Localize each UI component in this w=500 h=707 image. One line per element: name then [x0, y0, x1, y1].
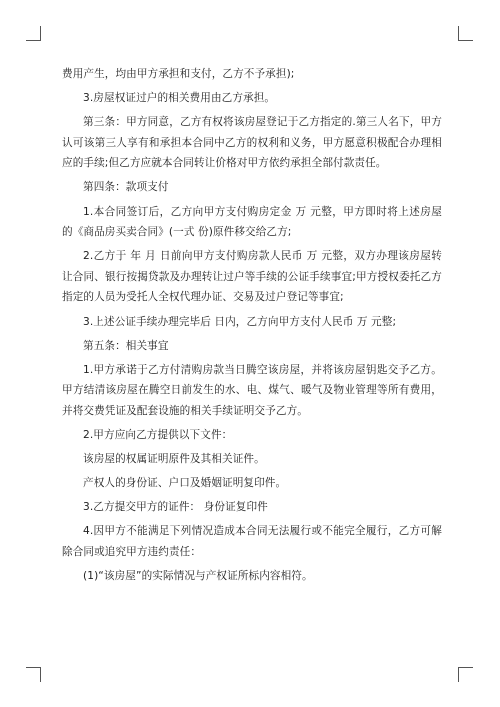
crop-mark-bottom-right	[458, 667, 473, 682]
section-heading: 第五条：相关事宜	[83, 339, 169, 352]
paragraph: 4.因甲方不能满足下列情况造成本合同无法履行或不能完全履行，乙方可解除合同或追究甲方违约责任：	[62, 525, 442, 558]
crop-mark-top-left	[26, 26, 41, 41]
crop-mark-bottom-left	[26, 667, 41, 682]
paragraph: 3.房屋权证过户的相关费用由乙方承担。	[83, 92, 276, 105]
paragraph: 产权人的身份证、户口及婚姻证明复印件。	[83, 477, 287, 490]
crop-mark-top-right	[458, 26, 473, 41]
paragraph: 1.本合同签订后，乙方向甲方支付购房定金 万 元整，甲方即时将上述房屋的《商品房买卖合同》(一式 份)原件移交给乙方;	[62, 205, 442, 239]
paragraph: 1.甲方承诺于乙方付清购房款当日腾空该房屋，并将该房屋钥匙交予乙方。 甲方结清该房屋在腾空日前发生的水、电、煤气、暖气及物业管理等所有费用，并将交费凭证及配套设施的相关手续证明交予乙方。	[62, 363, 442, 417]
document-body	[62, 64, 442, 590]
paragraph: 该房屋的权属证明原件及其相关证件。	[83, 453, 265, 466]
paragraph: 2.乙方于 年 月 日前向甲方支付购房款人民币 万 元整，双方办理该房屋转让合同、银行按揭贷款及办理转让过户等手续的公证手续事宜;甲方授权委托乙方指定的人员为受托人全权代理办证、交易及过户登记等事宜;	[62, 250, 442, 304]
section-heading: 第四条：款项支付	[83, 181, 169, 194]
paragraph: 费用产生，均由甲方承担和支付，乙方不予承担);	[62, 68, 295, 80]
paragraph: 2.甲方应向乙方提供以下文件：	[83, 429, 233, 441]
paragraph: 3.乙方提交甲方的证件： 身份证复印件	[83, 501, 268, 514]
paragraph: (1)“该房屋”的实际情况与产权证所标内容相符。	[83, 570, 313, 583]
paragraph: 3.上述公证手续办理完毕后 日内，乙方向甲方支付人民币 万 元整;	[83, 315, 397, 328]
paragraph: 第三条：甲方同意，乙方有权将该房屋登记于乙方指定的.第三人名下，甲方认可该第三人享有和承担本合同中乙方的权利和义务，甲方愿意积极配合办理相应的手续;但乙方应就本合同转让价格对甲方依约承担全部付款责任。	[62, 116, 442, 170]
